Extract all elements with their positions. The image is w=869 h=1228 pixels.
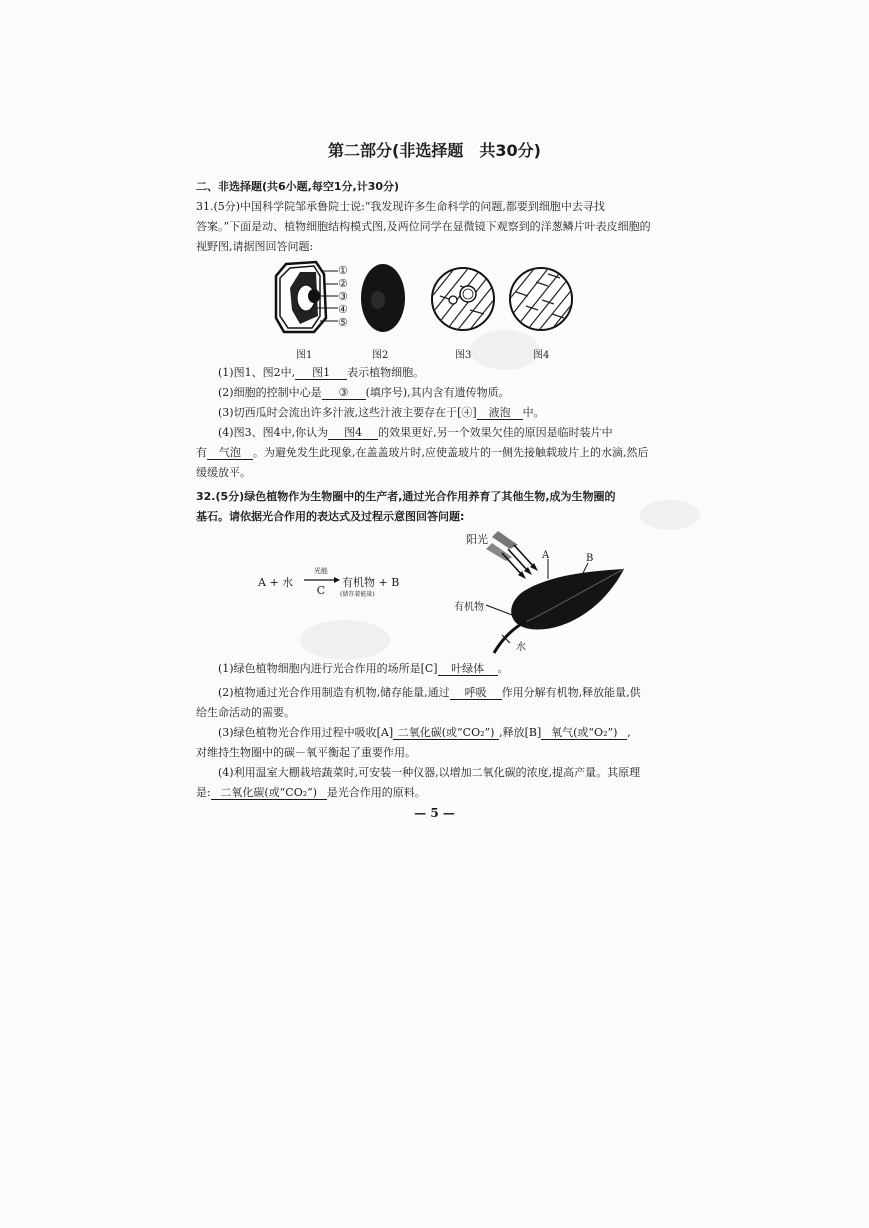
answer-blank: 氧气(或“O₂”) bbox=[541, 726, 627, 740]
q31-intro-1: 31.(5分)中国科学院邹承鲁院士说:“我发现许多生命科学的问题,都要到细胞中去寻找 bbox=[196, 200, 605, 213]
q31-sub-3: (3)切西瓜时会流出许多汁液,这些汁液主要存在于[④] 液泡 中。 bbox=[218, 406, 545, 419]
equation-right: 有机物 + B bbox=[342, 576, 400, 589]
q31-intro-2: 答案。”下面是动、植物细胞结构模式图,及两位同学在显微镜下观察到的洋葱鳞片叶表皮细胞的 bbox=[196, 220, 651, 233]
q32-sub-2-cont: 给生命活动的需要。 bbox=[196, 706, 295, 719]
scan-smudge bbox=[300, 620, 390, 660]
page-number: — 5 — bbox=[414, 806, 455, 820]
figure-label-1: 图1 bbox=[296, 350, 313, 361]
q31-sub-4-end: 缓缓放平。 bbox=[196, 466, 251, 479]
q32-sub-1: (1)绿色植物细胞内进行光合作用的场所是[C] 叶绿体 。 bbox=[218, 662, 509, 675]
q32-sub-4: (4)利用温室大棚栽培蔬菜时,可安装一种仪器,以增加二氧化碳的浓度,提高产量。其原理 bbox=[218, 766, 641, 779]
marker-2: ② bbox=[338, 277, 348, 290]
label-a: A bbox=[542, 550, 550, 561]
label-sunlight: 阳光 bbox=[466, 533, 488, 546]
marker-4: ④ bbox=[338, 303, 348, 316]
q32-intro-2: 基石。请依据光合作用的表达式及过程示意图回答问题: bbox=[196, 510, 465, 523]
answer-blank: 呼吸 bbox=[450, 686, 502, 700]
q31-sub-2: (2)细胞的控制中心是 ③ (填序号),其内含有遗传物质。 bbox=[218, 386, 510, 399]
q32-sub-2: (2)植物通过光合作用制造有机物,储存能量,通过 呼吸 作用分解有机物,释放能量,供 bbox=[218, 686, 641, 699]
q32-sub-4-cont: 是: 二氧化碳(或“CO₂”) 是光合作用的原料。 bbox=[196, 786, 426, 799]
answer-blank: ③ bbox=[322, 386, 366, 400]
answer-blank: 图4 bbox=[328, 426, 378, 440]
microscope-view-4 bbox=[508, 266, 574, 332]
answer-blank: 气泡 bbox=[207, 446, 253, 460]
section-heading: 二、非选择题(共6小题,每空1分,计30分) bbox=[196, 180, 400, 193]
q31-sub-4: (4)图3、图4中,你认为 图4 的效果更好,另一个效果欠佳的原因是临时装片中 bbox=[218, 426, 613, 439]
structure-markers bbox=[338, 264, 348, 329]
label-b: B bbox=[586, 553, 594, 564]
equation-under: C bbox=[316, 584, 326, 597]
q32-sub-3-cont: 对维持生物圈中的碳－氧平衡起了重要作用。 bbox=[196, 746, 416, 759]
equation-note: (储存着能量) bbox=[340, 591, 375, 598]
scan-smudge bbox=[470, 330, 540, 370]
label-water: 水 bbox=[516, 642, 526, 653]
equation-left: A + 水 bbox=[258, 576, 294, 589]
answer-blank: 液泡 bbox=[477, 406, 523, 420]
animal-cell-figure bbox=[358, 262, 408, 334]
page-title: 第二部分(非选择题 共30分) bbox=[328, 141, 541, 160]
answer-blank: 图1 bbox=[295, 366, 347, 380]
answer-blank: 二氧化碳(或“CO₂”) bbox=[393, 726, 499, 740]
answer-blank: 叶绿体 bbox=[438, 662, 498, 676]
figure-label-3: 图3 bbox=[455, 350, 472, 361]
microscope-view-3 bbox=[430, 266, 496, 332]
label-organic: 有机物 bbox=[454, 602, 484, 613]
q31-sub-1: (1)图1、图2中, 图1 表示植物细胞。 bbox=[218, 366, 425, 379]
marker-1: ① bbox=[338, 264, 348, 277]
equation-over: 光能 bbox=[314, 567, 328, 575]
q31-sub-4-cont: 有 气泡 。为避免发生此现象,在盖盖玻片时,应使盖玻片的一侧先接触载玻片上的水滴,然后 bbox=[196, 446, 649, 459]
answer-blank: 二氧化碳(或“CO₂”) bbox=[211, 786, 327, 800]
figure-label-4: 图4 bbox=[533, 350, 550, 361]
figure-label-2: 图2 bbox=[372, 350, 389, 361]
marker-3: ③ bbox=[338, 290, 348, 303]
q32-sub-3: (3)绿色植物光合作用过程中吸收[A] 二氧化碳(或“CO₂”) ,释放[B] 氧气(或“O₂”) , bbox=[218, 726, 631, 739]
q31-intro-3: 视野图,请据图回答问题: bbox=[196, 240, 314, 253]
q32-intro-1: 32.(5分)绿色植物作为生物圈中的生产者,通过光合作用养育了其他生物,成为生物圈的 bbox=[196, 490, 616, 503]
equation-arrow bbox=[304, 576, 340, 584]
marker-5: ⑤ bbox=[338, 316, 348, 329]
